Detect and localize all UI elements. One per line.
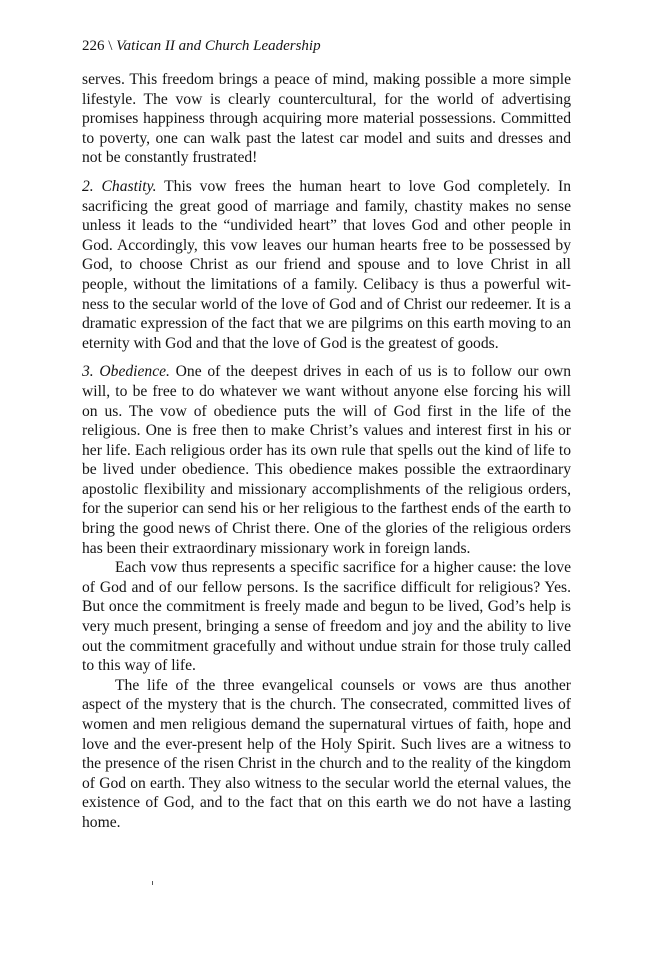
obedience-text: One of the deepest drives in each of us is to follow our own will, to be free to do whatever we want without anyone else forcing his will on us. The vow of obedience puts the will of God first in the life of the religious. One is free then to make Christ’s values and interest first in his or her life. Each religious order has its own rule that spells out the kind of life to be lived under obedience. This obedience makes possible the extraordinary apostolic flexibility and missionary accomplishments of the religious orders, for the superior can send his or her religious to the farthest ends of the earth to bring the good news of Christ there. One of the glories of the religious orders has been their extraordinary missionary work in foreign lands.	[82, 363, 572, 557]
book-title: Vatican II and Church Leadership	[116, 38, 321, 54]
page-number: 226	[82, 38, 105, 54]
scan-speck	[152, 881, 153, 885]
body-text	[82, 70, 571, 833]
obedience-heading: 3. Obedience.	[82, 363, 170, 381]
paragraph-poverty-continued: serves. This freedom brings a peace of mind, making possible a more simple lifestyle. The vow is clearly countercultural, for the world of advertising promises happiness through acquiring more material possessions. Committed to poverty, one can walk past the latest car model and suits and dresses and not be constantly frustrated!	[82, 71, 571, 167]
chastity-text: This vow frees the human heart to love God completely. In sacrificing the great good of marriage and family, chastity makes no sense unless it leads to the “undivided heart” that loves God and other people in God. Accordingly, this vow leaves our human hearts free to be possessed by God, to choose Christ as our friend and spouse and to love Christ in all people, without the limitations of a family. Celibacy is thus a powerful witness to the secular world of the love of God and of Christ our redeemer. It is a dramatic expression of the fact that we are pilgrims on this earth moving to an eternity with God and that the love of God is the greatest of goods.	[82, 177, 571, 352]
paragraph-evangelical-counsels: The life of the three evangelical counsels or vows are thus another aspect of the mystery that is the church. The consecrated, committed lives of women and men religious demand the supernatural virtues of faith, hope and love and the ever-present help of the Holy Spirit. Such lives are a witness to the presence of the risen Christ in the church and to the reality of the kingdom of God on earth. They also witness to the secular world the eternal values, the existence of God, and to the fact that on this earth we do not have a lasting home.	[82, 676, 571, 831]
paragraph-vow-sacrifice: Each vow thus represents a specific sacrifice for a higher cause: the love of God and of our fellow persons. Is the sacrifice difficult for religious? Yes. But once the commitment is freely made and begun to be lived, God’s help is very much present, bringing a sense of freedom and joy and the ability to live out the commitment gracefully and without undue strain for those truly called to this way of life.	[82, 559, 571, 675]
header-separator: \	[108, 38, 113, 54]
paragraph-chastity	[82, 177, 571, 353]
chastity-heading: 2. Chastity.	[82, 177, 157, 195]
paragraph-obedience	[82, 362, 571, 558]
running-header	[82, 36, 321, 56]
